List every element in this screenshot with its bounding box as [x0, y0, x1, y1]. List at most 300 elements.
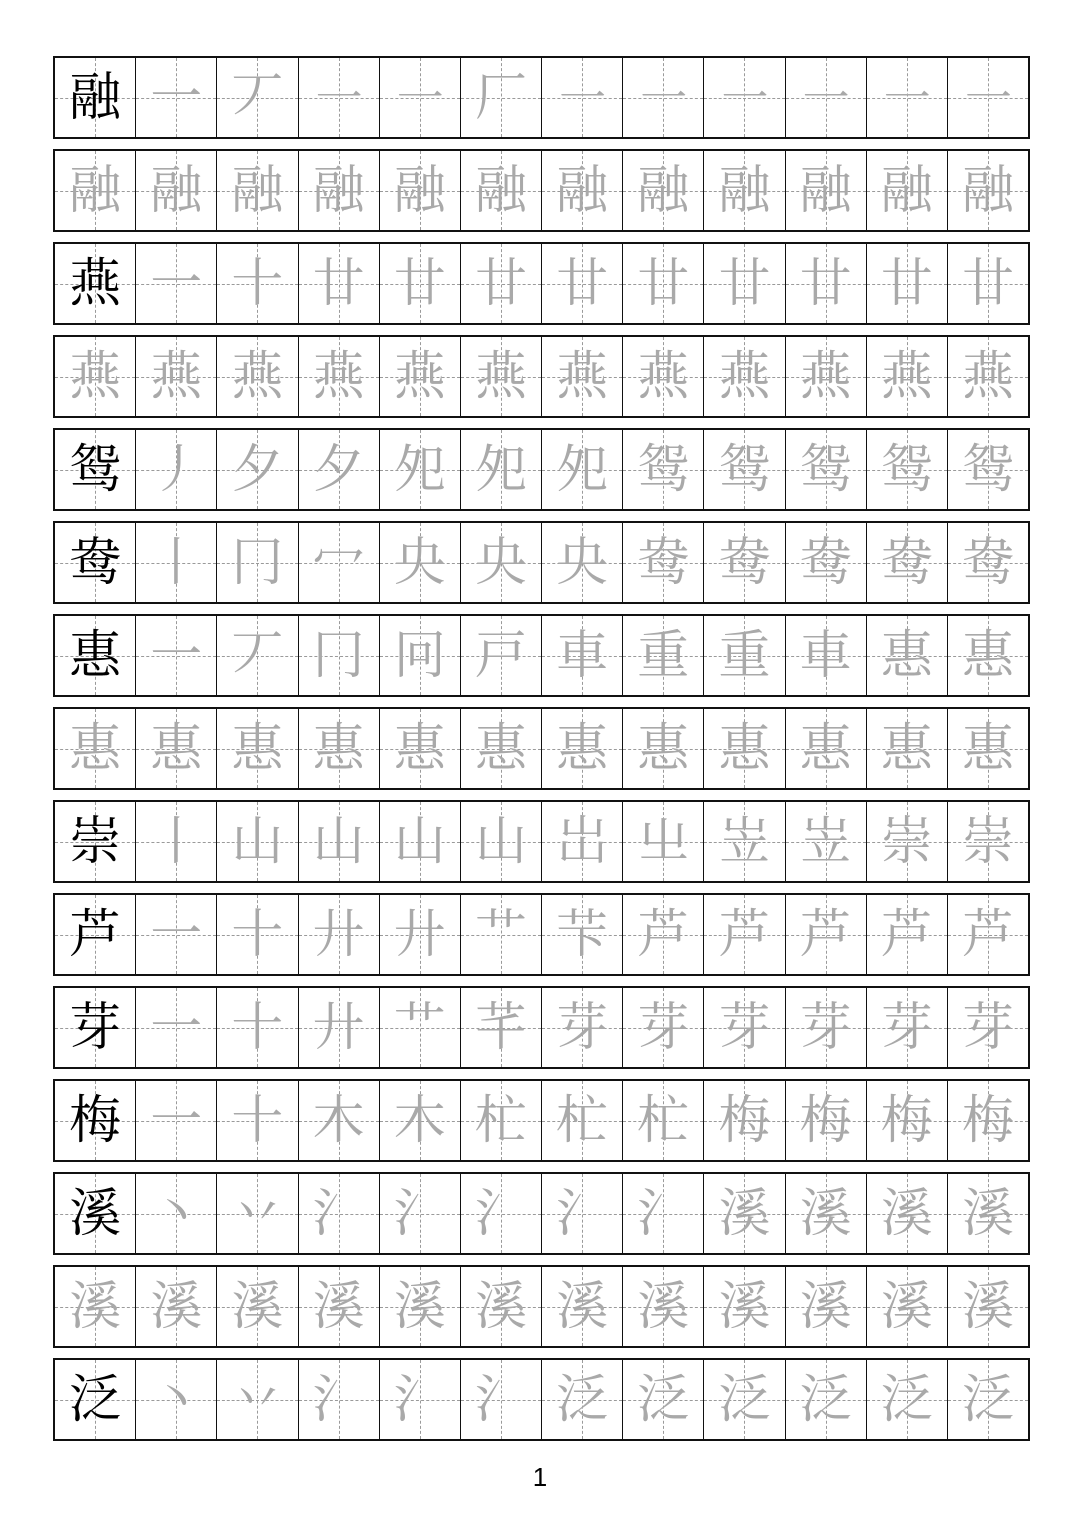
trace-character-cell[interactable]	[135, 802, 216, 881]
trace-character-cell[interactable]	[541, 337, 622, 416]
trace-character-cell[interactable]	[460, 337, 541, 416]
trace-character-cell[interactable]	[135, 523, 216, 602]
trace-character-cell[interactable]	[216, 1174, 297, 1253]
trace-character: 夗	[474, 439, 527, 500]
trace-character: 泛	[880, 1369, 933, 1430]
trace-character: 融	[718, 160, 771, 221]
trace-character-cell[interactable]	[460, 1360, 541, 1439]
trace-character-cell[interactable]	[785, 1360, 866, 1439]
trace-character-cell[interactable]	[460, 430, 541, 509]
trace-character: 燕	[556, 346, 609, 407]
trace-character: 丨	[150, 532, 203, 593]
model-character-cell[interactable]	[55, 58, 135, 137]
model-character-cell[interactable]	[55, 895, 135, 974]
practice-row	[53, 149, 1030, 232]
trace-character-cell[interactable]	[622, 1267, 703, 1346]
trace-character-cell[interactable]	[541, 988, 622, 1067]
trace-character: 梅	[880, 1090, 933, 1151]
trace-character: 央	[393, 532, 446, 593]
trace-character-cell[interactable]	[298, 1174, 379, 1253]
trace-character-cell[interactable]	[216, 1360, 297, 1439]
page-number: 1	[532, 1462, 548, 1492]
trace-character-cell[interactable]	[703, 523, 784, 602]
trace-character: 鸳	[799, 439, 852, 500]
trace-character: 氵	[474, 1369, 527, 1430]
trace-character-cell[interactable]	[135, 337, 216, 416]
trace-character: 一	[150, 997, 203, 1058]
trace-character-cell[interactable]	[785, 709, 866, 788]
practice-row	[53, 242, 1030, 325]
trace-character: 氵	[556, 1183, 609, 1244]
trace-character-cell[interactable]	[216, 709, 297, 788]
trace-character-cell[interactable]	[866, 523, 947, 602]
trace-character-cell[interactable]	[460, 1081, 541, 1160]
trace-character-cell[interactable]	[703, 244, 784, 323]
trace-character: 溪	[799, 1183, 852, 1244]
trace-character-cell[interactable]	[460, 1174, 541, 1253]
trace-character: 溪	[231, 1276, 284, 1337]
trace-character-cell[interactable]	[298, 616, 379, 695]
practice-row	[53, 1358, 1030, 1441]
trace-character: 崇	[961, 811, 1014, 872]
trace-character: 廿	[799, 253, 852, 314]
trace-character-cell[interactable]	[866, 244, 947, 323]
trace-character-cell[interactable]	[703, 337, 784, 416]
trace-character: 融	[799, 160, 852, 221]
trace-character-cell[interactable]	[703, 895, 784, 974]
trace-character: 惠	[961, 625, 1014, 686]
trace-character-cell[interactable]	[460, 244, 541, 323]
trace-character: 央	[556, 532, 609, 593]
trace-character-cell[interactable]	[785, 802, 866, 881]
trace-character: 廾	[312, 904, 365, 965]
trace-character-cell[interactable]	[866, 802, 947, 881]
trace-character-cell[interactable]	[541, 709, 622, 788]
trace-character-cell[interactable]	[541, 58, 622, 137]
trace-character-cell[interactable]	[216, 988, 297, 1067]
trace-character: 氵	[393, 1183, 446, 1244]
trace-character-cell[interactable]	[216, 1267, 297, 1346]
trace-character-cell[interactable]	[622, 616, 703, 695]
trace-character: ㇐	[312, 67, 365, 128]
trace-character-cell[interactable]	[541, 1360, 622, 1439]
model-character-cell[interactable]	[55, 1360, 135, 1439]
trace-character-cell[interactable]	[866, 988, 947, 1067]
trace-character-cell[interactable]	[622, 802, 703, 881]
model-character-cell[interactable]	[55, 616, 135, 695]
trace-character: 氵	[312, 1183, 365, 1244]
trace-character-cell[interactable]	[298, 988, 379, 1067]
trace-character: 溪	[799, 1276, 852, 1337]
trace-character: 十	[231, 1090, 284, 1151]
trace-character-cell[interactable]	[460, 523, 541, 602]
trace-character: 崇	[880, 811, 933, 872]
trace-character: 氵	[474, 1183, 527, 1244]
trace-character: 氵	[637, 1183, 690, 1244]
trace-character-cell[interactable]	[379, 802, 460, 881]
trace-character: 鸳	[718, 439, 771, 500]
trace-character: 廿	[474, 253, 527, 314]
practice-row	[53, 335, 1030, 418]
trace-character-cell[interactable]	[622, 151, 703, 230]
trace-character-cell[interactable]	[622, 58, 703, 137]
trace-character-cell[interactable]	[866, 1267, 947, 1346]
trace-character: 燕	[961, 346, 1014, 407]
trace-character-cell[interactable]	[703, 1267, 784, 1346]
model-character: 芦	[69, 904, 122, 965]
trace-character: 融	[474, 160, 527, 221]
model-character-cell[interactable]	[55, 523, 135, 602]
trace-character-cell[interactable]	[298, 523, 379, 602]
trace-character: 一	[150, 904, 203, 965]
trace-character-cell[interactable]	[541, 802, 622, 881]
trace-character: 岦	[799, 811, 852, 872]
trace-character: ㇐	[718, 67, 771, 128]
trace-character-cell[interactable]	[216, 1081, 297, 1160]
trace-character: 融	[312, 160, 365, 221]
trace-character-cell[interactable]	[379, 430, 460, 509]
trace-character-cell[interactable]	[785, 1174, 866, 1253]
trace-character: 溪	[637, 1276, 690, 1337]
trace-character-cell[interactable]	[135, 709, 216, 788]
trace-character: 氵	[393, 1369, 446, 1430]
trace-character: 燕	[150, 346, 203, 407]
trace-character: 溪	[718, 1276, 771, 1337]
trace-character-cell[interactable]	[785, 151, 866, 230]
trace-character-cell[interactable]	[541, 523, 622, 602]
model-character: 鸯	[69, 532, 122, 593]
trace-character-cell[interactable]	[460, 802, 541, 881]
trace-character-cell[interactable]	[379, 988, 460, 1067]
trace-character: 廾	[393, 904, 446, 965]
trace-character-cell[interactable]	[135, 1081, 216, 1160]
trace-character: 鸯	[799, 532, 852, 593]
trace-character-cell[interactable]	[947, 1360, 1028, 1439]
trace-character: 融	[961, 160, 1014, 221]
trace-character: 芦	[880, 904, 933, 965]
trace-character-cell[interactable]	[785, 616, 866, 695]
trace-character-cell[interactable]	[216, 895, 297, 974]
trace-character-cell[interactable]	[866, 58, 947, 137]
trace-character-cell[interactable]	[622, 430, 703, 509]
trace-character-cell[interactable]	[622, 988, 703, 1067]
trace-character-cell[interactable]	[460, 709, 541, 788]
trace-character-cell[interactable]	[785, 58, 866, 137]
trace-character-cell[interactable]	[541, 1267, 622, 1346]
trace-character-cell[interactable]	[947, 523, 1028, 602]
practice-row	[53, 707, 1030, 790]
trace-character: 芽	[637, 997, 690, 1058]
trace-character-cell[interactable]	[703, 709, 784, 788]
trace-character-cell[interactable]	[947, 1174, 1028, 1253]
trace-character-cell[interactable]	[622, 337, 703, 416]
trace-character-cell[interactable]	[866, 151, 947, 230]
trace-character-cell[interactable]	[785, 895, 866, 974]
trace-character-cell[interactable]	[785, 244, 866, 323]
trace-character-cell[interactable]	[703, 1360, 784, 1439]
trace-character-cell[interactable]	[703, 1174, 784, 1253]
trace-character: 車	[556, 625, 609, 686]
trace-character-cell[interactable]	[379, 895, 460, 974]
trace-character: 丶	[150, 1369, 203, 1430]
trace-character-cell[interactable]	[541, 430, 622, 509]
trace-character: 鸯	[718, 532, 771, 593]
trace-character: 重	[637, 625, 690, 686]
trace-character-cell[interactable]	[55, 1267, 135, 1346]
trace-character: 十	[231, 253, 284, 314]
trace-character: 丿	[150, 439, 203, 500]
trace-character-cell[interactable]	[379, 1081, 460, 1160]
trace-character-cell[interactable]	[703, 1081, 784, 1160]
trace-character-cell[interactable]	[216, 802, 297, 881]
trace-character-cell[interactable]	[135, 616, 216, 695]
trace-character: 溪	[718, 1183, 771, 1244]
trace-character: 惠	[637, 718, 690, 779]
trace-character-cell[interactable]	[460, 1267, 541, 1346]
trace-character-cell[interactable]	[298, 1360, 379, 1439]
trace-character-cell[interactable]	[379, 58, 460, 137]
trace-character-cell[interactable]	[785, 988, 866, 1067]
trace-character-cell[interactable]	[785, 430, 866, 509]
trace-character: 夗	[393, 439, 446, 500]
trace-character: 芊	[474, 997, 527, 1058]
trace-character: 惠	[312, 718, 365, 779]
trace-character-cell[interactable]	[541, 1081, 622, 1160]
trace-character-cell[interactable]	[947, 616, 1028, 695]
trace-character-cell[interactable]	[216, 337, 297, 416]
trace-character: 芦	[718, 904, 771, 965]
trace-character-cell[interactable]	[947, 802, 1028, 881]
trace-character-cell[interactable]	[785, 337, 866, 416]
trace-character-cell[interactable]	[460, 895, 541, 974]
trace-character-cell[interactable]	[703, 988, 784, 1067]
trace-character: 融	[150, 160, 203, 221]
trace-character: 融	[393, 160, 446, 221]
trace-character: 重	[718, 625, 771, 686]
trace-character: 木	[312, 1090, 365, 1151]
trace-character-cell[interactable]	[460, 58, 541, 137]
trace-character-cell[interactable]	[298, 244, 379, 323]
trace-character-cell[interactable]	[947, 58, 1028, 137]
trace-character: 艹	[474, 904, 527, 965]
trace-character-cell[interactable]	[298, 151, 379, 230]
trace-character-cell[interactable]	[379, 337, 460, 416]
trace-character: 冋	[393, 625, 446, 686]
trace-character-cell[interactable]	[216, 58, 297, 137]
trace-character-cell[interactable]	[703, 616, 784, 695]
model-character-cell[interactable]	[55, 1081, 135, 1160]
trace-character: 丆	[231, 67, 284, 128]
trace-character: 芐	[556, 904, 609, 965]
trace-character: 一	[150, 253, 203, 314]
trace-character-cell[interactable]	[135, 1174, 216, 1253]
trace-character-cell[interactable]	[785, 1081, 866, 1160]
trace-character-cell[interactable]	[379, 709, 460, 788]
trace-character: 山	[231, 811, 284, 872]
trace-character-cell[interactable]	[866, 430, 947, 509]
trace-character: 山	[474, 811, 527, 872]
trace-character-cell[interactable]	[541, 151, 622, 230]
trace-character-cell[interactable]	[460, 151, 541, 230]
trace-character: 丨	[150, 811, 203, 872]
trace-character: 惠	[393, 718, 446, 779]
trace-character-cell[interactable]	[379, 151, 460, 230]
trace-character-cell[interactable]	[135, 244, 216, 323]
trace-character: 惠	[556, 718, 609, 779]
trace-character-cell[interactable]	[541, 1174, 622, 1253]
trace-character: 溪	[961, 1276, 1014, 1337]
trace-character-cell[interactable]	[703, 430, 784, 509]
trace-character: 燕	[231, 346, 284, 407]
trace-character: 惠	[150, 718, 203, 779]
trace-character-cell[interactable]	[298, 58, 379, 137]
trace-character-cell[interactable]	[379, 1174, 460, 1253]
trace-character-cell[interactable]	[947, 988, 1028, 1067]
trace-character-cell[interactable]	[947, 430, 1028, 509]
trace-character-cell[interactable]	[866, 1360, 947, 1439]
trace-character-cell[interactable]	[298, 1267, 379, 1346]
trace-character: 泛	[799, 1369, 852, 1430]
trace-character-cell[interactable]	[379, 1267, 460, 1346]
model-character-cell[interactable]	[55, 244, 135, 323]
trace-character-cell[interactable]	[135, 1360, 216, 1439]
trace-character-cell[interactable]	[703, 151, 784, 230]
trace-character-cell[interactable]	[55, 337, 135, 416]
model-character: 泛	[69, 1369, 122, 1430]
trace-character: 溪	[393, 1276, 446, 1337]
trace-character-cell[interactable]	[379, 616, 460, 695]
trace-character: 芽	[961, 997, 1014, 1058]
trace-character-cell[interactable]	[298, 337, 379, 416]
trace-character-cell[interactable]	[135, 58, 216, 137]
trace-character: 丷	[231, 1369, 284, 1430]
trace-character-cell[interactable]	[135, 1267, 216, 1346]
trace-character-cell[interactable]	[785, 523, 866, 602]
trace-character: 十	[231, 904, 284, 965]
trace-character: 芽	[718, 997, 771, 1058]
trace-character: 鸯	[880, 532, 933, 593]
trace-character-cell[interactable]	[298, 895, 379, 974]
trace-character-cell[interactable]	[947, 1081, 1028, 1160]
practice-row	[53, 1265, 1030, 1348]
trace-character: 夗	[556, 439, 609, 500]
trace-character: 夕	[312, 439, 365, 500]
trace-character: 燕	[880, 346, 933, 407]
trace-character: 鸳	[880, 439, 933, 500]
practice-row	[53, 893, 1030, 976]
trace-character: 廿	[961, 253, 1014, 314]
trace-character: 一	[150, 1090, 203, 1151]
trace-character-cell[interactable]	[216, 151, 297, 230]
trace-character: 惠	[961, 718, 1014, 779]
trace-character: ㇐	[880, 67, 933, 128]
trace-character-cell[interactable]	[622, 709, 703, 788]
trace-character: 廿	[312, 253, 365, 314]
trace-character-cell[interactable]	[947, 1267, 1028, 1346]
trace-character-cell[interactable]	[866, 337, 947, 416]
model-character-cell[interactable]	[55, 1174, 135, 1253]
trace-character-cell[interactable]	[216, 430, 297, 509]
trace-character-cell[interactable]	[866, 895, 947, 974]
trace-character: 泛	[556, 1369, 609, 1430]
trace-character-cell[interactable]	[947, 709, 1028, 788]
practice-row	[53, 428, 1030, 511]
trace-character-cell[interactable]	[379, 244, 460, 323]
trace-character-cell[interactable]	[622, 1174, 703, 1253]
trace-character: 杧	[556, 1090, 609, 1151]
trace-character-cell[interactable]	[55, 151, 135, 230]
trace-character: 冖	[312, 532, 365, 593]
trace-character-cell[interactable]	[947, 337, 1028, 416]
trace-character-cell[interactable]	[622, 895, 703, 974]
trace-character: 山	[312, 811, 365, 872]
trace-character: 廿	[880, 253, 933, 314]
model-character: 崇	[69, 811, 122, 872]
trace-character-cell[interactable]	[541, 616, 622, 695]
trace-character-cell[interactable]	[785, 1267, 866, 1346]
trace-character-cell[interactable]	[135, 151, 216, 230]
trace-character-cell[interactable]	[541, 244, 622, 323]
model-character-cell[interactable]	[55, 802, 135, 881]
trace-character-cell[interactable]	[379, 1360, 460, 1439]
trace-character-cell[interactable]	[541, 895, 622, 974]
trace-character-cell[interactable]	[216, 616, 297, 695]
trace-character-cell[interactable]	[947, 895, 1028, 974]
trace-character: 厂	[474, 67, 527, 128]
trace-character-cell[interactable]	[298, 430, 379, 509]
practice-row	[53, 986, 1030, 1069]
trace-character-cell[interactable]	[379, 523, 460, 602]
trace-character-cell[interactable]	[135, 988, 216, 1067]
model-character-cell[interactable]	[55, 430, 135, 509]
trace-character-cell[interactable]	[866, 616, 947, 695]
trace-character: 氵	[312, 1369, 365, 1430]
trace-character: 戸	[474, 625, 527, 686]
trace-character: 梅	[799, 1090, 852, 1151]
trace-character: 惠	[69, 718, 122, 779]
trace-character-cell[interactable]	[947, 244, 1028, 323]
trace-character-cell[interactable]	[135, 430, 216, 509]
practice-row	[53, 800, 1030, 883]
trace-character-cell[interactable]	[866, 1174, 947, 1253]
trace-character-cell[interactable]	[55, 709, 135, 788]
trace-character-cell[interactable]	[622, 1081, 703, 1160]
trace-character-cell[interactable]	[135, 895, 216, 974]
model-character-cell[interactable]	[55, 988, 135, 1067]
trace-character: 燕	[718, 346, 771, 407]
trace-character: 岦	[718, 811, 771, 872]
trace-character-cell[interactable]	[622, 523, 703, 602]
trace-character-cell[interactable]	[216, 523, 297, 602]
model-character: 梅	[69, 1090, 122, 1151]
trace-character: 夕	[231, 439, 284, 500]
trace-character: 廿	[556, 253, 609, 314]
trace-character: ㇐	[799, 67, 852, 128]
trace-character-cell[interactable]	[703, 802, 784, 881]
trace-character-cell[interactable]	[866, 709, 947, 788]
trace-character-cell[interactable]	[216, 244, 297, 323]
trace-character-cell[interactable]	[298, 1081, 379, 1160]
trace-character-cell[interactable]	[622, 1360, 703, 1439]
trace-character-cell[interactable]	[703, 58, 784, 137]
trace-character-cell[interactable]	[298, 802, 379, 881]
trace-character-cell[interactable]	[866, 1081, 947, 1160]
trace-character-cell[interactable]	[298, 709, 379, 788]
trace-character-cell[interactable]	[947, 151, 1028, 230]
trace-character-cell[interactable]	[622, 244, 703, 323]
trace-character-cell[interactable]	[460, 988, 541, 1067]
trace-character-cell[interactable]	[460, 616, 541, 695]
